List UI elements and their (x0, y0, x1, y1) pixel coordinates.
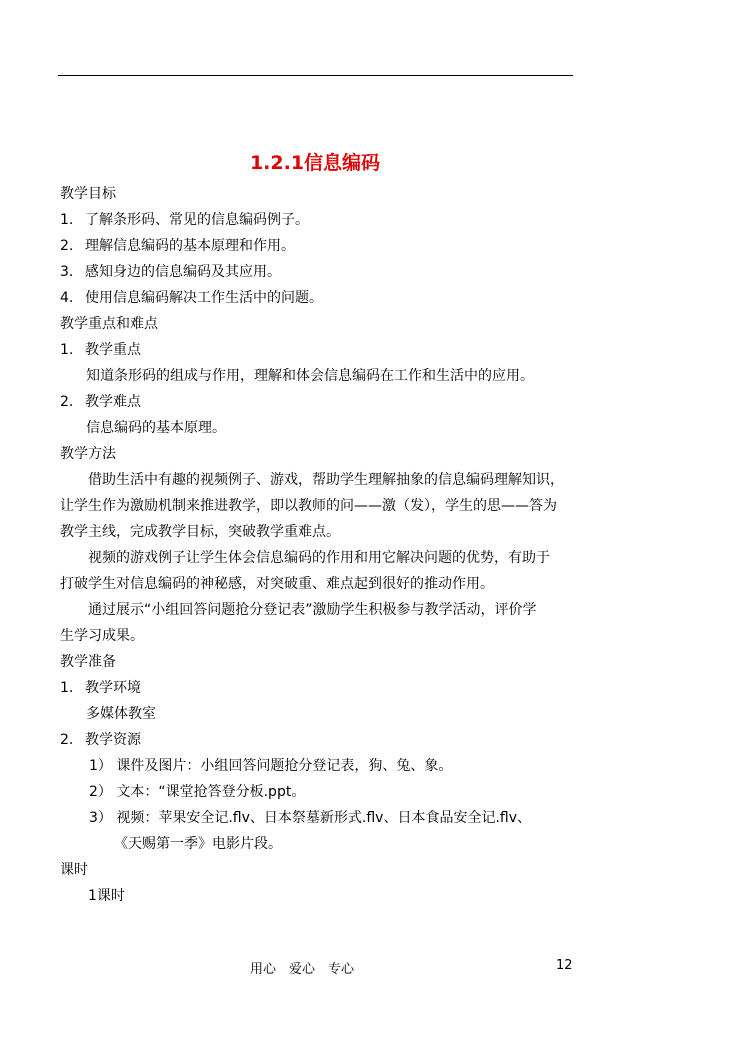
footer-motto: 用心 爱心 专心 (250, 962, 355, 977)
paragraph-line: 教学主线，完成教学目标，突破教学重难点。 (60, 524, 340, 540)
paragraph-line: 多媒体教室 (86, 706, 156, 722)
list-text: 教学环境 (85, 680, 141, 696)
list-number: 2. (60, 394, 74, 410)
list-number: 2. (60, 732, 74, 748)
list-item (60, 392, 141, 412)
list-item (60, 236, 295, 256)
list-text: 教学资源 (85, 732, 141, 748)
page-title: 1.2.1信息编码 (249, 152, 381, 174)
paragraph-line: 借助生活中有趣的视频例子、游戏，帮助学生理解抽象的信息编码理解知识， (88, 472, 564, 488)
list-text: 感知身边的信息编码及其应用。 (85, 264, 281, 280)
list-number: 2. (60, 238, 74, 254)
section-heading-goals: 教学目标 (60, 186, 116, 202)
list-number: 3. (60, 264, 74, 280)
paragraph-line: 生学习成果。 (60, 628, 144, 644)
paragraph-line: 打破学生对信息编码的神秘感，对突破重、难点起到很好的推动作用。 (60, 576, 494, 592)
page-number: 12 (556, 958, 573, 973)
paragraph-line: 知道条形码的组成与作用，理解和体会信息编码在工作和生活中的应用。 (86, 368, 534, 384)
list-item (60, 288, 323, 308)
resource-item: 3） 视频：苹果安全记.flv、日本祭墓新形式.flv、日本食品安全记.flv、 (89, 810, 532, 826)
header-rule (58, 75, 573, 76)
paragraph-line: 通过展示“小组回答问题抢分登记表”激励学生积极参与教学活动，评价学 (88, 602, 537, 618)
list-text: 了解条形码、常见的信息编码例子。 (85, 212, 309, 228)
list-item (60, 678, 141, 698)
paragraph-line: 信息编码的基本原理。 (86, 420, 226, 436)
paragraph-line: 1课时 (88, 888, 125, 904)
paragraph-line: 视频的游戏例子让学生体会信息编码的作用和用它解决问题的优势，有助于 (88, 550, 550, 566)
list-text: 教学重点 (85, 342, 141, 358)
list-text: 理解信息编码的基本原理和作用。 (85, 238, 295, 254)
resource-item: 2） 文本：“课堂抢答登分板.ppt。 (89, 784, 306, 800)
list-number: 1. (60, 342, 74, 358)
list-item (60, 340, 141, 360)
list-text: 教学难点 (85, 394, 141, 410)
list-number: 4. (60, 290, 74, 306)
section-heading-key-points: 教学重点和难点 (60, 316, 158, 332)
resource-item-continued: 《天赐第一季》电影片段。 (114, 836, 282, 852)
list-text: 使用信息编码解决工作生活中的问题。 (85, 290, 323, 306)
section-heading-preparation: 教学准备 (60, 654, 116, 670)
paragraph-line: 让学生作为激励机制来推进教学，即以教师的问——激（发），学生的思——答为 (60, 498, 557, 514)
section-heading-method: 教学方法 (60, 446, 116, 462)
resource-item: 1） 课件及图片：小组回答问题抢分登记表，狗、兔、象。 (89, 758, 453, 774)
list-item (60, 210, 309, 230)
section-heading-hours: 课时 (60, 862, 88, 878)
list-item (60, 262, 281, 282)
list-number: 1. (60, 212, 74, 228)
list-number: 1. (60, 680, 74, 696)
list-item (60, 730, 141, 750)
